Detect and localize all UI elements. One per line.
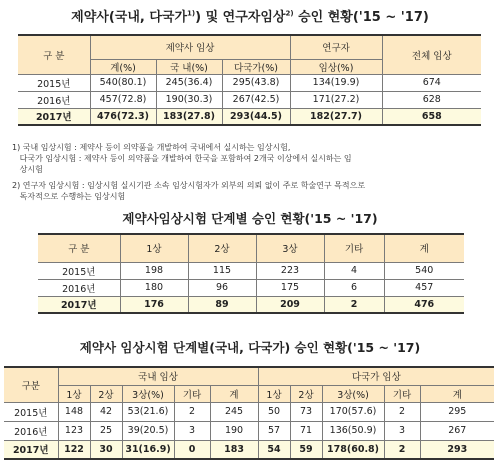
cell: 2 <box>174 402 210 421</box>
cell: 267 <box>420 421 494 440</box>
phase-approval-table <box>38 233 464 314</box>
cell: 293(44.5) <box>222 108 290 125</box>
cell: 223 <box>256 262 324 279</box>
table1-title-end: 승인 현황('15 ~ '17) <box>293 10 429 25</box>
footnotes <box>12 142 490 202</box>
table-row <box>4 421 494 440</box>
row-year: 2015년 <box>38 262 120 279</box>
header-multinational-pct: 다국가(%) <box>222 59 290 74</box>
cell: 190 <box>210 421 258 440</box>
header-dom-phase3: 3상(%) <box>122 385 174 402</box>
header-dom-phase2: 2상 <box>90 385 122 402</box>
table-row-total <box>18 108 481 125</box>
cell: 176 <box>120 296 188 313</box>
table-row-total <box>4 440 494 459</box>
cell: 115 <box>188 262 256 279</box>
row-year: 2016년 <box>18 91 90 108</box>
header-other: 기타 <box>324 234 384 262</box>
header-domestic-trials: 국내 임상 <box>58 367 258 385</box>
cell: 295 <box>420 402 494 421</box>
table1-title <box>0 6 500 25</box>
cell: 198 <box>120 262 188 279</box>
cell: 170(57.6) <box>322 402 384 421</box>
cell: 89 <box>188 296 256 313</box>
cell: 457 <box>384 279 464 296</box>
cell: 183 <box>210 440 258 459</box>
header-domestic-pct: 국 내(%) <box>156 59 222 74</box>
approval-status-table <box>18 34 481 126</box>
header-multinational-trials: 다국가 임상 <box>258 367 494 385</box>
header-multi-phase3: 3상(%) <box>322 385 384 402</box>
cell: 39(20.5) <box>122 421 174 440</box>
footnote-ref-1: 1) <box>187 9 196 18</box>
cell: 2 <box>384 402 420 421</box>
row-year: 2016년 <box>4 421 58 440</box>
cell: 0 <box>174 440 210 459</box>
table1-title-text: 제약사(국내, 다국가 <box>71 10 188 25</box>
footnote-line: 독자적으로 수행하는 임상시험 <box>12 192 126 201</box>
cell: 2 <box>324 296 384 313</box>
cell: 183(27.8) <box>156 108 222 125</box>
cell: 6 <box>324 279 384 296</box>
cell: 190(30.3) <box>156 91 222 108</box>
cell: 136(50.9) <box>322 421 384 440</box>
cell: 245 <box>210 402 258 421</box>
header-dom-sum: 계 <box>210 385 258 402</box>
table-row <box>18 74 481 91</box>
cell: 30 <box>90 440 122 459</box>
row-year: 2017년 <box>38 296 120 313</box>
header-phase3: 3상 <box>256 234 324 262</box>
cell: 209 <box>256 296 324 313</box>
cell: 540 <box>384 262 464 279</box>
cell: 295(43.8) <box>222 74 290 91</box>
cell: 476 <box>384 296 464 313</box>
row-year: 2016년 <box>38 279 120 296</box>
cell: 658 <box>382 108 481 125</box>
header-category: 구 분 <box>38 234 120 262</box>
phase-domestic-multinational-table <box>4 366 494 460</box>
header-sum-pct: 계(%) <box>90 59 156 74</box>
header-researcher-pct: 임상(%) <box>290 59 382 74</box>
cell: 245(36.4) <box>156 74 222 91</box>
header-total-trials: 전체 임상 <box>382 35 481 74</box>
header-dom-other: 기타 <box>174 385 210 402</box>
cell: 54 <box>258 440 290 459</box>
cell: 42 <box>90 402 122 421</box>
footnote-line: 다국가 임상시험 : 제약사 등이 의약품을 개발하여 한국을 포함하여 2개국 이상에서 실시하는 임 <box>12 154 352 163</box>
cell: 3 <box>384 421 420 440</box>
cell: 57 <box>258 421 290 440</box>
cell: 175 <box>256 279 324 296</box>
table-row <box>38 262 464 279</box>
header-sum: 계 <box>384 234 464 262</box>
header-phase1: 1상 <box>120 234 188 262</box>
cell: 31(16.9) <box>122 440 174 459</box>
cell: 53(21.6) <box>122 402 174 421</box>
footnote-line: 1) 국내 임상시험 : 제약사 등이 의약품을 개발하여 국내에서 실시하는 임상시험, <box>12 143 291 152</box>
cell: 171(27.2) <box>290 91 382 108</box>
table-row <box>18 91 481 108</box>
footnote-line: 2) 연구자 임상시험 : 임상시험 실시기관 소속 임상시험자가 외부의 의뢰 없이 주로 학술연구 목적으로 <box>12 181 366 190</box>
cell: 148 <box>58 402 90 421</box>
header-phase2: 2상 <box>188 234 256 262</box>
cell: 180 <box>120 279 188 296</box>
cell: 122 <box>58 440 90 459</box>
table-row <box>38 279 464 296</box>
cell: 123 <box>58 421 90 440</box>
cell: 628 <box>382 91 481 108</box>
cell: 96 <box>188 279 256 296</box>
cell: 182(27.7) <box>290 108 382 125</box>
cell: 73 <box>290 402 322 421</box>
cell: 59 <box>290 440 322 459</box>
header-dom-phase1: 1상 <box>58 385 90 402</box>
table1-title-mid: ) 및 연구자임상 <box>195 10 286 25</box>
table2-title: 제약사임상시험 단계별 승인 현황('15 ~ '17) <box>122 211 378 226</box>
cell: 674 <box>382 74 481 91</box>
table-row-total <box>38 296 464 313</box>
cell: 293 <box>420 440 494 459</box>
cell: 4 <box>324 262 384 279</box>
header-multi-phase2: 2상 <box>290 385 322 402</box>
header-category: 구 분 <box>18 35 90 74</box>
cell: 50 <box>258 402 290 421</box>
cell: 540(80.1) <box>90 74 156 91</box>
cell: 3 <box>174 421 210 440</box>
header-multi-other: 기타 <box>384 385 420 402</box>
row-year: 2017년 <box>18 108 90 125</box>
table-row <box>4 402 494 421</box>
table3-title: 제약사 임상시험 단계별(국내, 다국가) 승인 현황('15 ~ '17) <box>79 340 421 355</box>
cell: 267(42.5) <box>222 91 290 108</box>
header-pharma-trials: 제약사 임상 <box>90 35 290 59</box>
header-category: 구분 <box>4 367 58 402</box>
cell: 71 <box>290 421 322 440</box>
header-multi-phase1: 1상 <box>258 385 290 402</box>
header-researcher-trials: 연구자 <box>290 35 382 59</box>
cell: 25 <box>90 421 122 440</box>
row-year: 2017년 <box>4 440 58 459</box>
row-year: 2015년 <box>4 402 58 421</box>
cell: 476(72.3) <box>90 108 156 125</box>
cell: 2 <box>384 440 420 459</box>
cell: 178(60.8) <box>322 440 384 459</box>
footnote-ref-2: 2) <box>285 9 294 18</box>
row-year: 2015년 <box>18 74 90 91</box>
header-multi-sum: 계 <box>420 385 494 402</box>
cell: 134(19.9) <box>290 74 382 91</box>
cell: 457(72.8) <box>90 91 156 108</box>
footnote-line: 상시험 <box>12 165 43 174</box>
